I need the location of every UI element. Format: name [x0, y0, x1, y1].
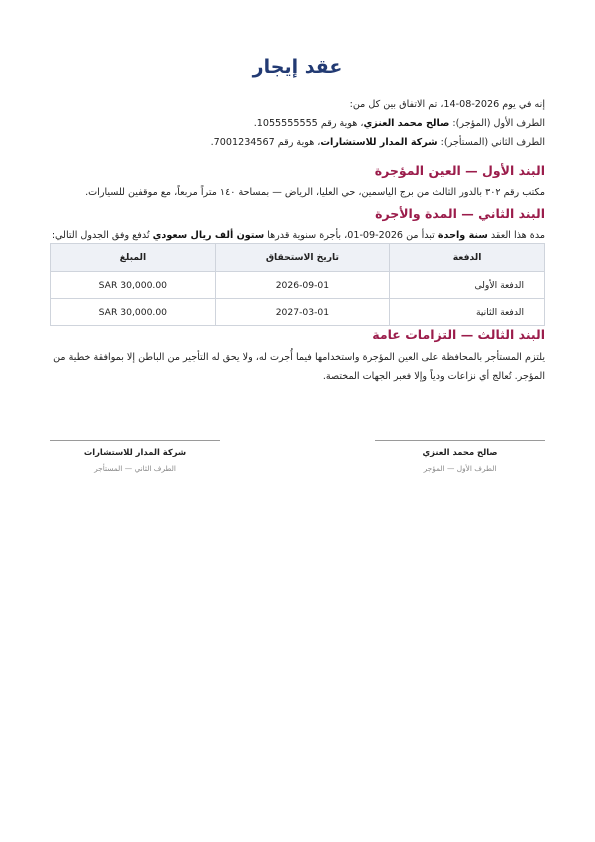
document-title: عقد إيجار — [252, 56, 343, 78]
party2-line — [50, 133, 545, 152]
intro-section — [50, 95, 545, 152]
table-row — [51, 272, 545, 299]
installment-cell: الدفعة الأولى — [390, 272, 545, 299]
clause2-duration: سنة واحدة — [437, 230, 488, 241]
intro-line: إنه في يوم 2026-08-14، تم الاتفاق بين كل من: — [349, 99, 545, 110]
clause1-text: مكتب رقم ٣٠٢ بالدور الثالث من برج الياسمين، حي العليا، الرياض — بمساحة ١٤٠ متراً مربعاً، مع موقفين للسيارات. — [85, 187, 545, 198]
signature-line — [375, 440, 545, 441]
clause2-text-c: تُدفع وفق الجدول التالي: — [51, 230, 153, 241]
clause2-amount: ستون ألف ريال سعودي — [152, 230, 265, 241]
lessee-signature-block — [50, 440, 220, 473]
due-date-cell: 2026-09-01 — [215, 272, 389, 299]
table-header-row — [51, 244, 545, 272]
amount-cell: SAR 30,000.00 — [51, 299, 216, 326]
clause3-heading: البند الثالث — التزامات عامة — [372, 327, 545, 342]
party2-name: شركة المدار للاستشارات — [320, 137, 438, 148]
installment-cell: الدفعة الثانية — [390, 299, 545, 326]
lessor-signature-block — [375, 440, 545, 473]
clause2-text-b: تبدأ من 2026-09-01، بأجرة سنوية قدرها — [264, 230, 438, 241]
lessor-role: الطرف الأول — المؤجر — [423, 464, 497, 473]
payment-schedule-table — [50, 243, 545, 326]
header-installment: الدفعة — [390, 244, 545, 272]
party1-name: صالح محمد العنزي — [363, 118, 450, 129]
party2-prefix: الطرف الثاني (المستأجر): — [437, 137, 545, 148]
lessee-role: الطرف الثاني — المستأجر — [94, 464, 176, 473]
party1-line — [50, 114, 545, 133]
party1-prefix: الطرف الأول (المؤجر): — [449, 118, 545, 129]
header-due-date: تاريخ الاستحقاق — [215, 244, 389, 272]
clause1-heading: البند الأول — العين المؤجرة — [374, 163, 545, 178]
clause3-text: يلتزم المستأجر بالمحافظة على العين المؤجرة واستخدامها فيما أُجرت له، ولا يحق له التأجير من الباطن إلا بموافقة خطية من المؤجر. تُعالج أي نزاعات ودياً وإلا فعبر الجهات المختصة. — [53, 352, 545, 382]
table-row — [51, 299, 545, 326]
signature-line — [50, 440, 220, 441]
amount-cell: SAR 30,000.00 — [51, 272, 216, 299]
party2-suffix: ، هوية رقم 7001234567. — [210, 137, 321, 148]
clause2-heading: البند الثاني — المدة والأجرة — [375, 206, 545, 221]
party1-suffix: ، هوية رقم 1055555555. — [253, 118, 364, 129]
lessor-name: صالح محمد العنزي — [422, 447, 498, 457]
clause2-text-a: مدة هذا العقد — [487, 230, 545, 241]
due-date-cell: 2027-03-01 — [215, 299, 389, 326]
lessee-name: شركة المدار للاستشارات — [83, 447, 187, 457]
header-amount: المبلغ — [51, 244, 216, 272]
